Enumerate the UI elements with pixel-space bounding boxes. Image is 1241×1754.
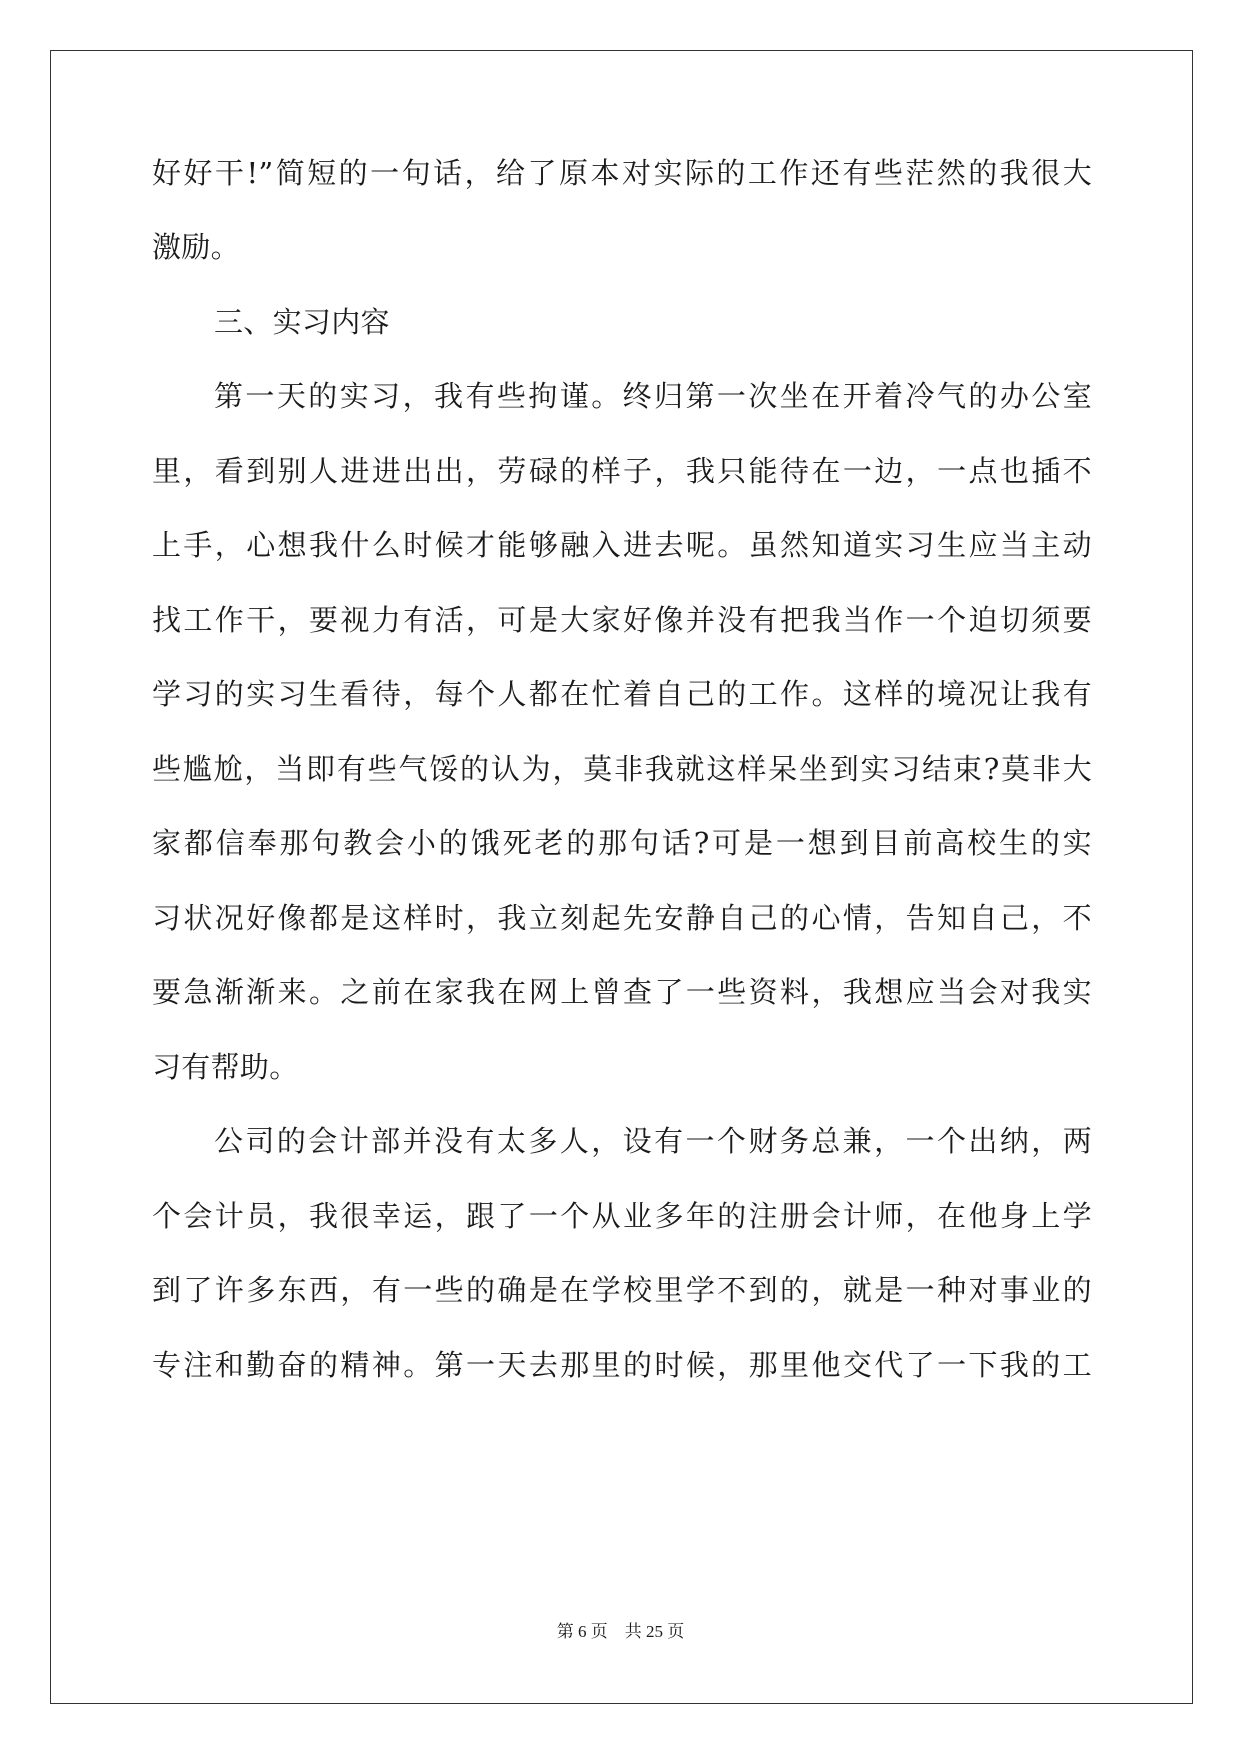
paragraph-first-line: 公司的会计部并没有太多人，设有一个财务总兼，一个出纳，两 xyxy=(214,1124,1092,1158)
text-line: 激励。 xyxy=(152,230,240,264)
text-line: 要急渐渐来。之前在家我在网上曾查了一些资料，我想应当会对我实 xyxy=(152,975,1092,1009)
text-line: 习状况好像都是这样时，我立刻起先安静自己的心情，告知自己，不 xyxy=(152,901,1092,935)
text-line: 里，看到别人进进出出，劳碌的样子，我只能待在一边，一点也插不 xyxy=(152,454,1092,488)
section-heading: 三、实习内容 xyxy=(214,305,390,339)
text-line: 专注和勤奋的精神。第一天去那里的时候，那里他交代了一下我的工 xyxy=(152,1348,1092,1382)
page-total: 共 25 页 xyxy=(624,1622,685,1641)
text-line: 个会计员，我很幸运，跟了一个从业多年的注册会计师，在他身上学 xyxy=(152,1199,1092,1233)
page-number: 第 6 页 xyxy=(556,1622,608,1641)
text-line: 上手，心想我什么时候才能够融入进去呢。虽然知道实习生应当主动 xyxy=(152,528,1092,562)
text-line: 些尴尬，当即有些气馁的认为，莫非我就这样呆坐到实习结束?莫非大 xyxy=(152,752,1092,786)
text-line: 到了许多东西，有一些的确是在学校里学不到的，就是一种对事业的 xyxy=(152,1273,1092,1307)
page-footer xyxy=(0,1620,1241,1644)
page-border xyxy=(50,50,1193,1704)
text-line: 习有帮助。 xyxy=(152,1050,299,1084)
paragraph-first-line: 第一天的实习，我有些拘谨。终归第一次坐在开着冷气的办公室 xyxy=(214,379,1092,413)
text-line: 找工作干，要视力有活，可是大家好像并没有把我当作一个迫切须要 xyxy=(152,603,1092,637)
text-line: 好好干!”简短的一句话，给了原本对实际的工作还有些茫然的我很大 xyxy=(152,156,1092,190)
text-line: 家都信奉那句教会小的饿死老的那句话?可是一想到目前高校生的实 xyxy=(152,826,1092,860)
text-line: 学习的实习生看待，每个人都在忙着自己的工作。这样的境况让我有 xyxy=(152,677,1092,711)
